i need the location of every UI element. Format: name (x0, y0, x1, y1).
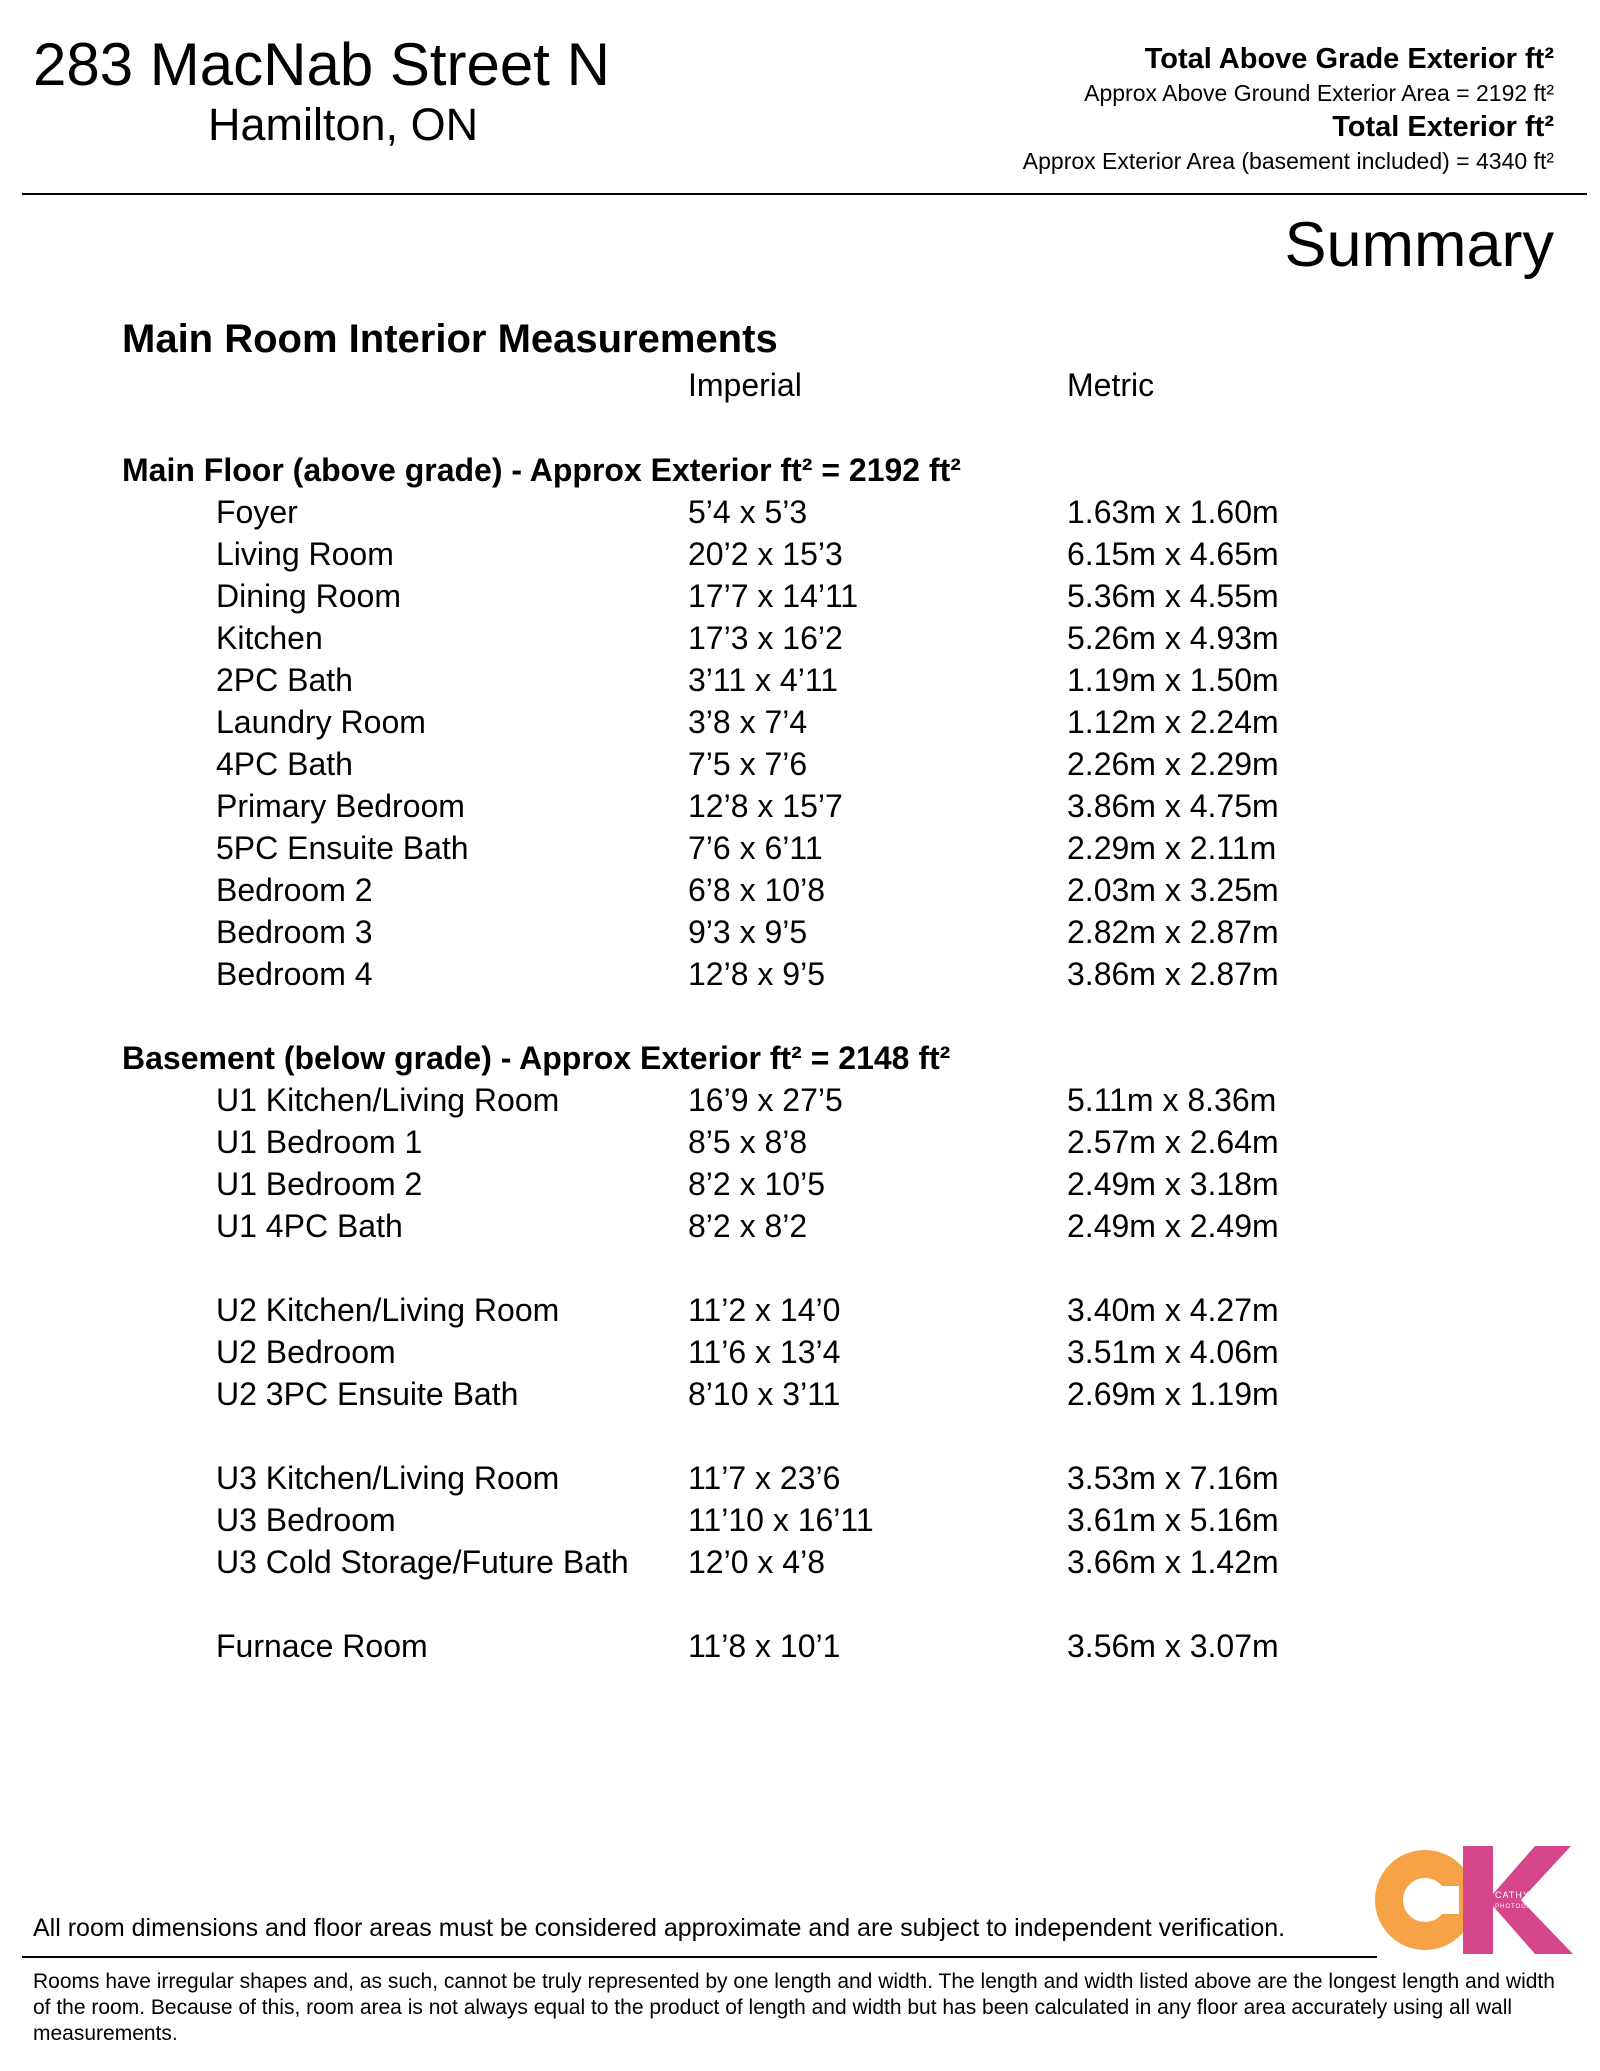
main-floor-heading: Main Floor (above grade) - Approx Exterior ft² = 2192 ft² (122, 452, 961, 488)
room-row (0, 617, 1600, 659)
room-name: 5PC Ensuite Bath (216, 830, 469, 866)
room-metric: 2.57m x 2.64m (1067, 1124, 1279, 1160)
room-name: U3 Bedroom (216, 1502, 396, 1538)
room-row (0, 1079, 1600, 1121)
room-row (0, 1205, 1600, 1247)
cathy-koop-logo (1375, 1842, 1575, 1957)
room-imperial: 8’2 x 10’5 (688, 1166, 825, 1202)
room-row (0, 1163, 1600, 1205)
room-row (0, 1541, 1600, 1583)
room-row (0, 1625, 1600, 1667)
room-row (0, 743, 1600, 785)
room-imperial: 7’6 x 6’11 (688, 830, 823, 866)
room-metric: 5.26m x 4.93m (1067, 620, 1279, 656)
room-metric: 2.49m x 3.18m (1067, 1166, 1279, 1202)
room-metric: 2.82m x 2.87m (1067, 914, 1279, 950)
room-name: U1 Kitchen/Living Room (216, 1082, 560, 1118)
room-name: U1 Bedroom 1 (216, 1124, 423, 1160)
room-imperial: 12’0 x 4’8 (688, 1544, 825, 1580)
room-imperial: 3’8 x 7’4 (688, 704, 808, 740)
room-metric: 2.69m x 1.19m (1067, 1376, 1279, 1412)
room-metric: 3.86m x 2.87m (1067, 956, 1279, 992)
room-row (0, 1289, 1600, 1331)
total-above-grade-label: Total Above Grade Exterior ft² (1144, 43, 1554, 75)
room-name: Bedroom 4 (216, 956, 373, 992)
disclaimer: All room dimensions and floor areas must be considered approximate and are subject to independent verification. (33, 1914, 1286, 1942)
room-imperial: 7’5 x 7’6 (688, 746, 808, 782)
room-metric: 3.61m x 5.16m (1067, 1502, 1279, 1538)
room-metric: 5.36m x 4.55m (1067, 578, 1279, 614)
room-row (0, 953, 1600, 995)
room-metric: 3.56m x 3.07m (1067, 1628, 1279, 1664)
room-name: U2 3PC Ensuite Bath (216, 1376, 519, 1412)
room-imperial: 16’9 x 27’5 (688, 1082, 843, 1118)
room-name: U1 Bedroom 2 (216, 1166, 423, 1202)
room-imperial: 20’2 x 15’3 (688, 536, 843, 572)
room-name: Living Room (216, 536, 394, 572)
room-name: Dining Room (216, 578, 401, 614)
room-name: U3 Cold Storage/Future Bath (216, 1544, 629, 1580)
room-metric: 1.12m x 2.24m (1067, 704, 1279, 740)
room-imperial: 9’3 x 9’5 (688, 914, 808, 950)
room-metric: 3.51m x 4.06m (1067, 1334, 1279, 1370)
room-imperial: 11’7 x 23’6 (688, 1460, 841, 1496)
room-imperial: 12’8 x 9’5 (688, 956, 825, 992)
room-name: Bedroom 2 (216, 872, 373, 908)
address-city: Hamilton, ON (208, 99, 479, 150)
room-row (0, 827, 1600, 869)
room-row (0, 869, 1600, 911)
footer-divider (22, 1956, 1377, 1958)
room-imperial: 11’8 x 10’1 (688, 1628, 841, 1664)
room-name: Furnace Room (216, 1628, 428, 1664)
room-name: U3 Kitchen/Living Room (216, 1460, 560, 1496)
room-imperial: 11’2 x 14’0 (688, 1292, 841, 1328)
room-name: Laundry Room (216, 704, 426, 740)
room-name: Foyer (216, 494, 298, 530)
area-summary (854, 42, 1554, 178)
room-metric: 3.53m x 7.16m (1067, 1460, 1279, 1496)
column-header-metric: Metric (1067, 367, 1155, 403)
room-name: U2 Bedroom (216, 1334, 396, 1370)
room-row (0, 491, 1600, 533)
logo-text-line1: CATHY KOOP (1495, 1890, 1564, 1900)
room-metric: 2.26m x 2.29m (1067, 746, 1279, 782)
room-row (0, 575, 1600, 617)
room-metric: 1.63m x 1.60m (1067, 494, 1279, 530)
room-metric: 5.11m x 8.36m (1067, 1082, 1277, 1118)
room-metric: 2.03m x 3.25m (1067, 872, 1279, 908)
room-metric: 3.86m x 4.75m (1067, 788, 1279, 824)
total-exterior-label: Total Exterior ft² (1332, 111, 1554, 143)
room-row (0, 533, 1600, 575)
room-name: Bedroom 3 (216, 914, 373, 950)
room-name: Kitchen (216, 620, 323, 656)
page-title: Summary (1284, 210, 1554, 280)
room-imperial: 6’8 x 10’8 (688, 872, 825, 908)
room-imperial: 8’5 x 8’8 (688, 1124, 808, 1160)
room-row (0, 1499, 1600, 1541)
room-row (0, 701, 1600, 743)
room-row (0, 1331, 1600, 1373)
exterior-area: Approx Exterior Area (basement included) = 4340 ft² (1022, 148, 1554, 174)
room-row (0, 1373, 1600, 1415)
room-imperial: 8’10 x 3’11 (688, 1376, 841, 1412)
room-imperial: 3’11 x 4’11 (688, 662, 839, 698)
room-imperial: 8’2 x 8’2 (688, 1208, 808, 1244)
room-name: U1 4PC Bath (216, 1208, 403, 1244)
address-street: 283 MacNab Street N (33, 31, 610, 98)
room-imperial: 5’4 x 5’3 (688, 494, 808, 530)
room-imperial: 12’8 x 15’7 (688, 788, 843, 824)
room-metric: 3.66m x 1.42m (1067, 1544, 1279, 1580)
logo-text-line2: PHOTOGRAPHY (1495, 1904, 1553, 1910)
room-name: 4PC Bath (216, 746, 353, 782)
above-ground-area: Approx Above Ground Exterior Area = 2192 ft² (1084, 80, 1554, 106)
footnote: Rooms have irregular shapes and, as such, cannot be truly represented by one length and width. The length and width listed above are the longest length and width of the room. Because of this, room area is not always equal to the product of length and width but has been calculated in any floor area accurately using all wall measurements. (33, 1970, 1555, 2045)
room-name: 2PC Bath (216, 662, 353, 698)
section-title: Main Room Interior Measurements (122, 317, 778, 361)
room-row (0, 911, 1600, 953)
room-imperial: 17’3 x 16’2 (688, 620, 843, 656)
room-metric: 3.40m x 4.27m (1067, 1292, 1279, 1328)
room-imperial: 11’6 x 13’4 (688, 1334, 841, 1370)
room-name: Primary Bedroom (216, 788, 465, 824)
header-divider (22, 193, 1587, 195)
room-imperial: 11’10 x 16’11 (688, 1502, 874, 1538)
basement-heading: Basement (below grade) - Approx Exterior ft² = 2148 ft² (122, 1040, 951, 1076)
room-imperial: 17’7 x 14’11 (688, 578, 859, 614)
room-metric: 2.29m x 2.11m (1067, 830, 1277, 866)
room-metric: 2.49m x 2.49m (1067, 1208, 1279, 1244)
room-name: U2 Kitchen/Living Room (216, 1292, 560, 1328)
room-metric: 6.15m x 4.65m (1067, 536, 1279, 572)
room-row (0, 1121, 1600, 1163)
column-header-imperial: Imperial (688, 367, 802, 403)
room-row (0, 1457, 1600, 1499)
room-row (0, 785, 1600, 827)
room-metric: 1.19m x 1.50m (1067, 662, 1279, 698)
room-row (0, 659, 1600, 701)
